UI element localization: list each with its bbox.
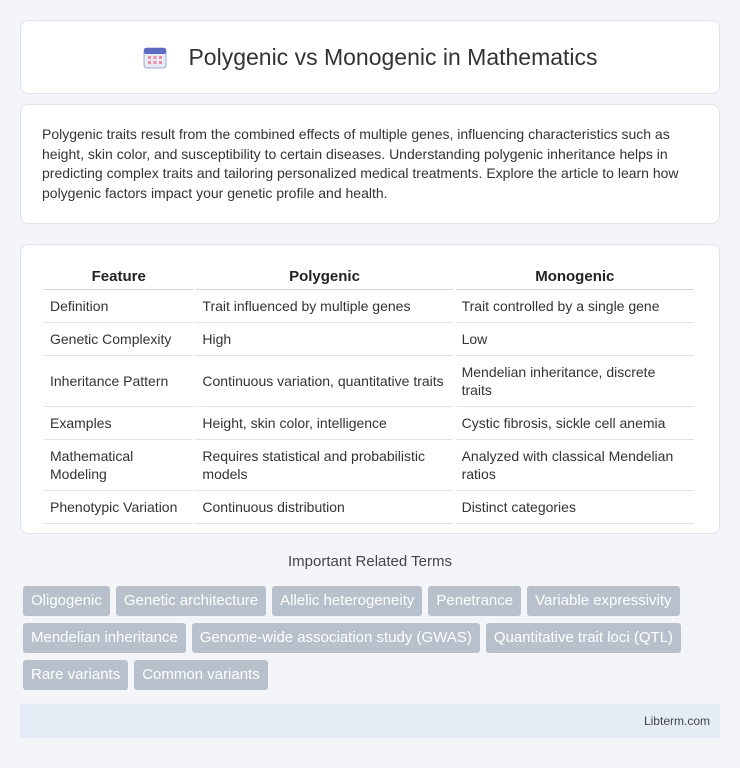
footer [20,704,720,738]
table-row [44,290,694,323]
table-cell: Examples [44,407,193,440]
table-cell: Continuous variation, quantitative traits [196,356,452,407]
table-cell: Inheritance Pattern [44,356,193,407]
comparison-table [41,265,697,524]
table-cell: Trait influenced by multiple genes [196,290,452,323]
related-term-tag[interactable]: Common variants [134,660,268,690]
column-header: Feature [44,265,193,290]
column-header: Polygenic [196,265,452,290]
intro-text: Polygenic traits result from the combined effects of multiple genes, influencing characteristics such as height, skin color, and susceptibility to certain diseases. Understanding polygenic inheritance helps in predicting complex traits and tailoring personalized medical treatments. Explore the article to learn how polygenic factors impact your genetic profile and health. [42,126,679,201]
footer-site[interactable]: Libterm.com [643,714,710,728]
calendar-icon [142,44,168,70]
table-cell: Cystic fibrosis, sickle cell anemia [456,407,694,440]
comparison-card [20,244,720,534]
table-row [44,491,694,524]
table-cell: Trait controlled by a single gene [456,290,694,323]
related-term-tag[interactable]: Genome-wide association study (GWAS) [192,623,480,653]
related-term-tag[interactable]: Oligogenic [23,586,110,616]
table-cell: Phenotypic Variation [44,491,193,524]
table-cell: Mendelian inheritance, discrete traits [456,356,694,407]
related-term-tag[interactable]: Variable expressivity [527,586,679,616]
table-cell: Definition [44,290,193,323]
page-title: Polygenic vs Monogenic in Mathematics [188,43,598,70]
related-term-tag[interactable]: Mendelian inheritance [23,623,186,653]
table-cell: Requires statistical and probabilistic models [196,440,452,491]
table-cell: Continuous distribution [196,491,452,524]
header-card [20,20,720,94]
table-row [44,356,694,407]
table-cell: Mathematical Modeling [44,440,193,491]
table-cell: Low [456,323,694,356]
intro-card [20,104,720,224]
table-row [44,323,694,356]
table-cell: Height, skin color, intelligence [196,407,452,440]
table-row [44,440,694,491]
related-term-tag[interactable]: Genetic architecture [116,586,266,616]
table-cell: High [196,323,452,356]
related-term-tag[interactable]: Rare variants [23,660,128,690]
table-cell: Genetic Complexity [44,323,193,356]
related-term-tag[interactable]: Penetrance [428,586,521,616]
related-term-tag[interactable]: Quantitative trait loci (QTL) [486,623,681,653]
table-row [44,407,694,440]
table-cell: Analyzed with classical Mendelian ratios [456,440,694,491]
column-header: Monogenic [456,265,694,290]
related-terms-list [23,586,723,690]
related-terms-title: Important Related Terms [288,553,452,570]
table-header-row [44,265,694,290]
related-term-tag[interactable]: Allelic heterogeneity [272,586,422,616]
table-cell: Distinct categories [456,491,694,524]
